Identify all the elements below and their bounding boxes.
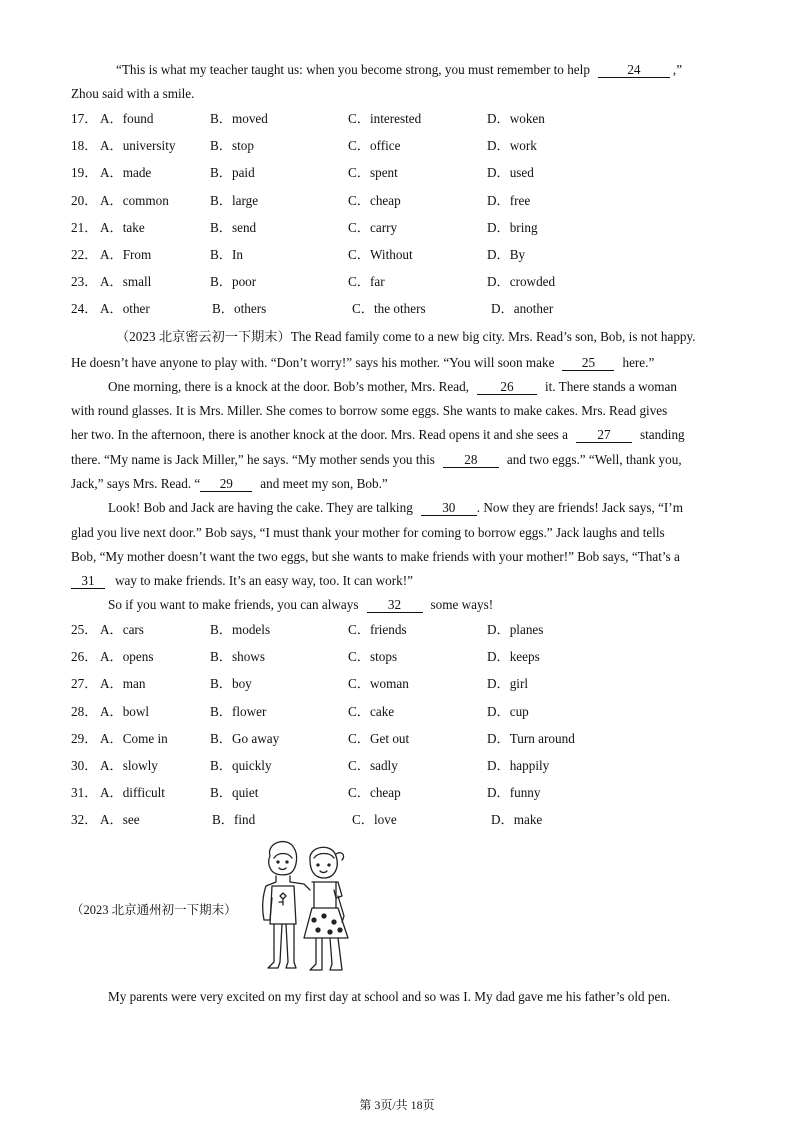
option-b[interactable]: B．Go away <box>210 730 280 746</box>
text: ,” <box>672 62 683 77</box>
option-d[interactable]: D．planes <box>487 622 544 637</box>
question-number: 31． <box>71 785 98 801</box>
passage2-line6 <box>71 451 682 469</box>
option-d[interactable]: D．woken <box>487 111 545 126</box>
option-d[interactable]: D．free <box>487 192 531 208</box>
option-a[interactable]: A．small <box>100 274 152 290</box>
option-c[interactable]: C．spent <box>348 165 398 181</box>
text: it. There stands a woman <box>544 379 677 394</box>
option-d[interactable]: D．make <box>491 812 543 828</box>
passage2-line11 <box>71 572 413 590</box>
text: here.” <box>622 355 655 370</box>
option-c[interactable]: C．the others <box>352 301 426 317</box>
option-a[interactable]: A．take <box>100 219 145 235</box>
option-b[interactable]: B．In <box>210 247 243 262</box>
option-d[interactable]: D．work <box>487 138 537 154</box>
passage2-line2 <box>71 354 654 372</box>
option-c[interactable]: C．far <box>348 274 385 290</box>
option-b[interactable]: B．quiet <box>210 785 259 801</box>
option-a[interactable]: A．opens <box>100 649 154 665</box>
option-c[interactable]: C．Without <box>348 247 413 262</box>
option-b[interactable]: B．shows <box>210 649 265 665</box>
blank-27: 27 <box>576 427 632 443</box>
passage2-line3 <box>108 378 677 396</box>
option-d[interactable]: D．used <box>487 165 534 181</box>
option-b[interactable]: B．find <box>212 812 256 828</box>
question-number: 20． <box>71 192 98 208</box>
text: He doesn’t have anyone to play with. “Don’t worry!” says his mother. “You will soon make <box>71 355 555 370</box>
option-c[interactable]: C．cake <box>348 703 395 719</box>
option-a[interactable]: A．common <box>100 192 169 208</box>
option-d[interactable]: D．cup <box>487 703 529 719</box>
option-b[interactable]: B．moved <box>210 111 268 126</box>
option-a[interactable]: A．bowl <box>100 703 150 719</box>
text: “This is what my teacher taught us: when you become strong, you must remember to help <box>116 62 590 77</box>
blank-29: 29 <box>200 476 252 492</box>
question-number: 24． <box>71 301 98 317</box>
option-a[interactable]: A．made <box>100 165 152 181</box>
passage2-line5 <box>71 426 685 444</box>
option-b[interactable]: B．models <box>210 622 271 637</box>
question-number: 25． <box>71 622 98 637</box>
option-a[interactable]: A．cars <box>100 622 144 637</box>
option-c[interactable]: C．cheap <box>348 192 401 208</box>
text: One morning, there is a knock at the door. Bob’s mother, Mrs. Read, <box>108 379 469 394</box>
option-c[interactable]: C．Get out <box>348 730 410 746</box>
passage2-line12 <box>108 596 493 614</box>
blank-28: 28 <box>443 452 499 468</box>
option-b[interactable]: B．others <box>212 301 267 317</box>
passage1-line1 <box>116 61 682 79</box>
option-b[interactable]: B．boy <box>210 676 252 692</box>
option-b[interactable]: B．large <box>210 192 259 208</box>
question-number: 26． <box>71 649 98 665</box>
option-d[interactable]: D．girl <box>487 676 529 692</box>
option-c[interactable]: C．sadly <box>348 758 398 773</box>
question-number: 18． <box>71 138 98 154</box>
question-number: 30． <box>71 758 98 773</box>
option-a[interactable]: A．difficult <box>100 785 165 801</box>
option-c[interactable]: C．cheap <box>348 785 401 801</box>
question-number: 22． <box>71 247 98 262</box>
option-a[interactable]: A．man <box>100 676 146 692</box>
option-c[interactable]: C．love <box>352 812 397 828</box>
text: . Now they are friends! Jack says, “I’m <box>476 500 683 515</box>
blank-30: 30 <box>421 500 477 516</box>
text: standing <box>639 427 685 442</box>
text: So if you want to make friends, you can always <box>108 597 359 612</box>
option-b[interactable]: B．flower <box>210 703 267 719</box>
text: and two eggs.” “Well, thank you, <box>506 452 682 467</box>
option-b[interactable]: B．send <box>210 219 257 235</box>
option-b[interactable]: B．stop <box>210 138 254 154</box>
passage2-line8 <box>108 499 683 517</box>
option-c[interactable]: C．office <box>348 138 401 154</box>
question-number: 17． <box>71 111 98 126</box>
blank-24: 24 <box>598 62 670 78</box>
option-a[interactable]: A．slowly <box>100 758 158 773</box>
two-girls-illustration <box>252 838 356 976</box>
blank-26: 26 <box>477 379 537 395</box>
passage2-line1: （2023 北京密云初一下期末）The Read family come to a new big city. Mrs. Read’s son, Bob, is not happy. <box>116 329 696 344</box>
option-a[interactable]: A．see <box>100 812 140 828</box>
option-a[interactable]: A．Come in <box>100 730 168 746</box>
option-c[interactable]: C．friends <box>348 622 407 637</box>
blank-25: 25 <box>562 355 614 371</box>
option-d[interactable]: D．bring <box>487 219 538 235</box>
blank-31: 31 <box>71 573 105 589</box>
option-b[interactable]: B．paid <box>210 165 255 181</box>
option-c[interactable]: C．woman <box>348 676 409 692</box>
blank-32: 32 <box>367 597 423 613</box>
question-number: 23． <box>71 274 98 290</box>
question-number: 27． <box>71 676 98 692</box>
text: some ways! <box>430 597 494 612</box>
question-number: 19． <box>71 165 98 181</box>
text: Look! Bob and Jack are having the cake. They are talking <box>108 500 413 515</box>
option-b[interactable]: B．poor <box>210 274 257 290</box>
passage2-line9: glad you live next door.” Bob says, “I must thank your mother for coming to borrow eggs.” Jack laughs and tells <box>71 525 665 540</box>
option-c[interactable]: C．stops <box>348 649 398 665</box>
passage2-line4: with round glasses. It is Mrs. Miller. She comes to borrow some eggs. She wants to make cakes. Mrs. Read gives <box>71 403 668 418</box>
option-a[interactable]: A．university <box>100 138 176 154</box>
text: Jack,” says Mrs. Read. “ <box>71 476 201 491</box>
page-footer: 第 3页/共 18页 <box>359 1098 435 1112</box>
option-b[interactable]: B．quickly <box>210 758 272 773</box>
text: her two. In the afternoon, there is another knock at the door. Mrs. Read opens it and she sees a <box>71 427 568 442</box>
option-c[interactable]: C．carry <box>348 219 398 235</box>
passage1-line2: Zhou said with a smile. <box>71 86 195 101</box>
question-number: 21． <box>71 219 98 235</box>
question-number: 32． <box>71 812 98 828</box>
option-d[interactable]: D．happily <box>487 758 550 773</box>
option-d[interactable]: D．crowded <box>487 274 556 290</box>
option-d[interactable]: D．another <box>491 301 554 317</box>
section3-source: （2023 北京通州初一下期末） <box>71 903 237 917</box>
option-a[interactable]: A．found <box>100 111 154 126</box>
passage2-line7 <box>71 475 388 493</box>
question-number: 29． <box>71 730 98 746</box>
option-a[interactable]: A．From <box>100 247 152 262</box>
option-d[interactable]: D．Turn around <box>487 730 575 746</box>
text: way to make friends. It’s an easy way, too. It can work!” <box>115 573 413 588</box>
section3-line1: My parents were very excited on my first day at school and so was I. My dad gave me his father’s old pen. <box>108 989 671 1004</box>
option-d[interactable]: D．By <box>487 247 526 262</box>
option-d[interactable]: D．keeps <box>487 649 540 665</box>
option-a[interactable]: A．other <box>100 301 150 317</box>
passage2-line10: Bob, “My mother doesn’t want the two eggs, but she wants to make friends with your mother!” Bob says, “That’s a <box>71 549 680 564</box>
option-c[interactable]: C．interested <box>348 111 422 126</box>
text: and meet my son, Bob.” <box>260 476 388 491</box>
option-d[interactable]: D．funny <box>487 785 541 801</box>
text: there. “My name is Jack Miller,” he says. “My mother sends you this <box>71 452 435 467</box>
question-number: 28． <box>71 703 98 719</box>
